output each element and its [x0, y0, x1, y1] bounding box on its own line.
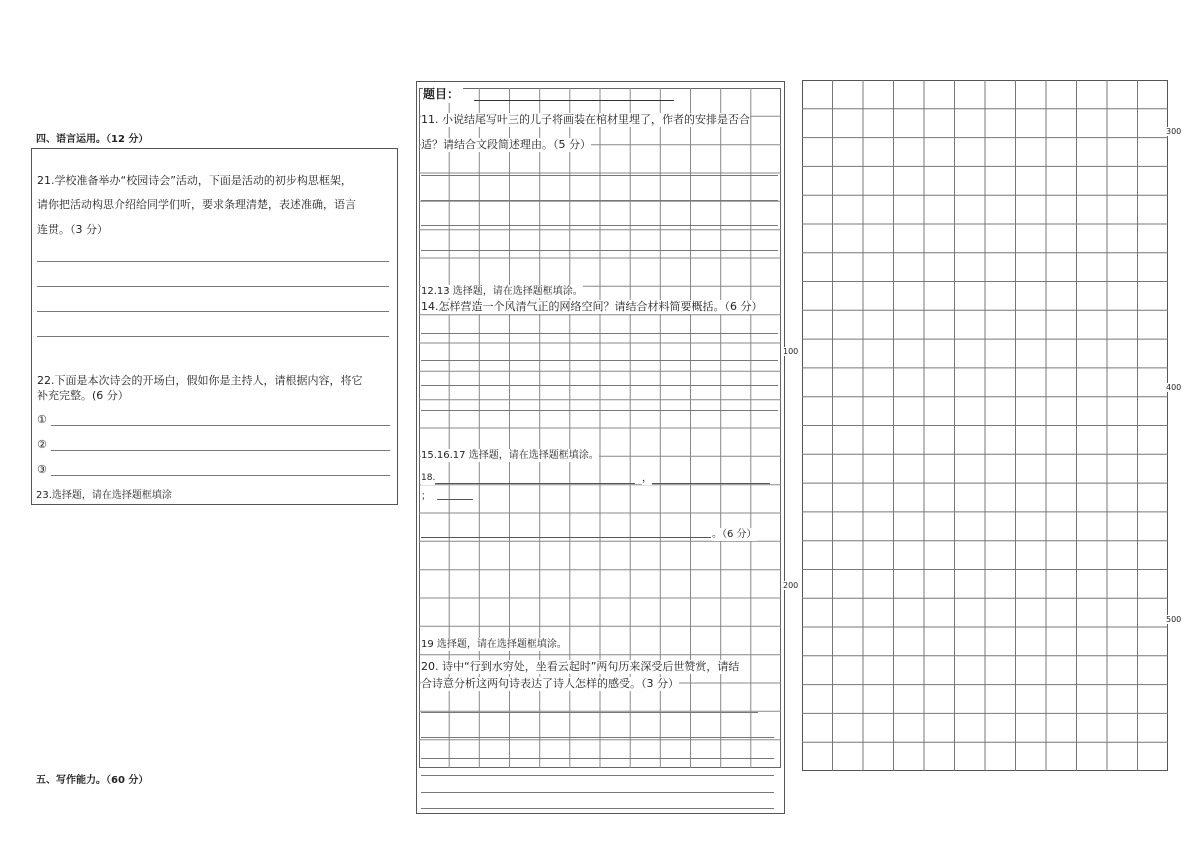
word-count-200: 200	[783, 581, 799, 590]
q11-line2: 适？请结合文段简述理由。（5 分）	[421, 138, 591, 151]
q22-line2: 补充完整。(6 分）	[37, 389, 129, 402]
q18-blank-3[interactable]	[437, 499, 473, 500]
q21-line1: 21.学校准备举办“校园诗会”活动，下面是活动的初步构思框架，	[37, 174, 352, 187]
section4-heading: 四、语言运用。（12 分）	[36, 134, 149, 145]
q14-text: 14.怎样营造一个风清气正的网络空间？请结合材料简要概括。（6 分）	[421, 300, 763, 313]
q20-answer-line[interactable]	[421, 792, 774, 793]
q12-13-text: 12.13 选择题，请在选择题框填涂。	[421, 286, 583, 297]
q11-answer-line[interactable]	[421, 175, 778, 176]
q14-answer-line[interactable]	[421, 410, 778, 411]
q18-score: 。（6 分）	[712, 529, 757, 540]
q18-semicolon: ；	[421, 491, 431, 502]
q22-mark-2: ②	[37, 438, 47, 451]
q20-answer-line[interactable]	[421, 712, 758, 713]
q20-line2: 合诗意分析这两句诗表达了诗人怎样的感受。（3 分）	[421, 677, 679, 690]
q22-mark-1: ①	[37, 413, 47, 426]
q20-answer-line[interactable]	[421, 775, 774, 776]
section5-heading: 五、写作能力。（60 分）	[36, 775, 149, 786]
q11-answer-line[interactable]	[421, 225, 778, 226]
q22-answer-line-3[interactable]	[51, 475, 390, 476]
q18-label: 18.	[421, 473, 436, 483]
q14-answer-line[interactable]	[421, 360, 778, 361]
q22-answer-line-2[interactable]	[51, 450, 390, 451]
q14-answer-line[interactable]	[421, 333, 778, 334]
q22-mark-3: ③	[37, 463, 47, 476]
title-input-line[interactable]	[474, 100, 674, 101]
q20-answer-line[interactable]	[421, 737, 774, 738]
composition-writing-grid[interactable]	[802, 80, 1168, 771]
q20-answer-line[interactable]	[421, 808, 774, 809]
q22-line1: 22.下面是本次诗会的开场白，假如你是主持人，请根据内容，将它	[37, 374, 363, 387]
q21-answer-line[interactable]	[37, 286, 389, 287]
q11-answer-line[interactable]	[421, 200, 778, 201]
word-count-400: 400	[1166, 383, 1182, 392]
q21-answer-line[interactable]	[37, 336, 389, 337]
q21-line2: 请你把活动构思介绍给同学们听，要求条理清楚，表述准确，语言	[37, 198, 356, 211]
q18-comma: ，	[642, 473, 652, 484]
q18-blank-1[interactable]	[435, 483, 635, 484]
q21-answer-line[interactable]	[37, 261, 389, 262]
title-label: 题目：	[423, 87, 463, 103]
word-count-300: 300	[1166, 127, 1182, 136]
q21-line3: 连贯。（3 分）	[37, 223, 108, 236]
word-count-500: 500	[1166, 615, 1182, 624]
q22-answer-line-1[interactable]	[51, 425, 390, 426]
q18-blank-4[interactable]	[421, 537, 711, 538]
q11-answer-line[interactable]	[421, 250, 778, 251]
q14-answer-line[interactable]	[421, 385, 778, 386]
q20-line1: 20. 诗中“行到水穷处，坐看云起时”两句历来深受后世赞赏，请结	[421, 660, 740, 673]
q11-line1: 11. 小说结尾写叶三的儿子将画装在棺材里埋了，作者的安排是否合	[421, 113, 750, 126]
word-count-100: 100	[783, 347, 799, 356]
q19-text: 19 选择题，请在选择题框填涂。	[421, 639, 567, 650]
q15-17-text: 15.16.17 选择题，请在选择题框填涂。	[421, 450, 599, 461]
q18-blank-2[interactable]	[652, 483, 770, 484]
q23-text: 23.选择题，请在选择题框填涂	[36, 490, 172, 501]
q21-answer-line[interactable]	[37, 311, 389, 312]
q20-answer-line[interactable]	[421, 758, 774, 759]
